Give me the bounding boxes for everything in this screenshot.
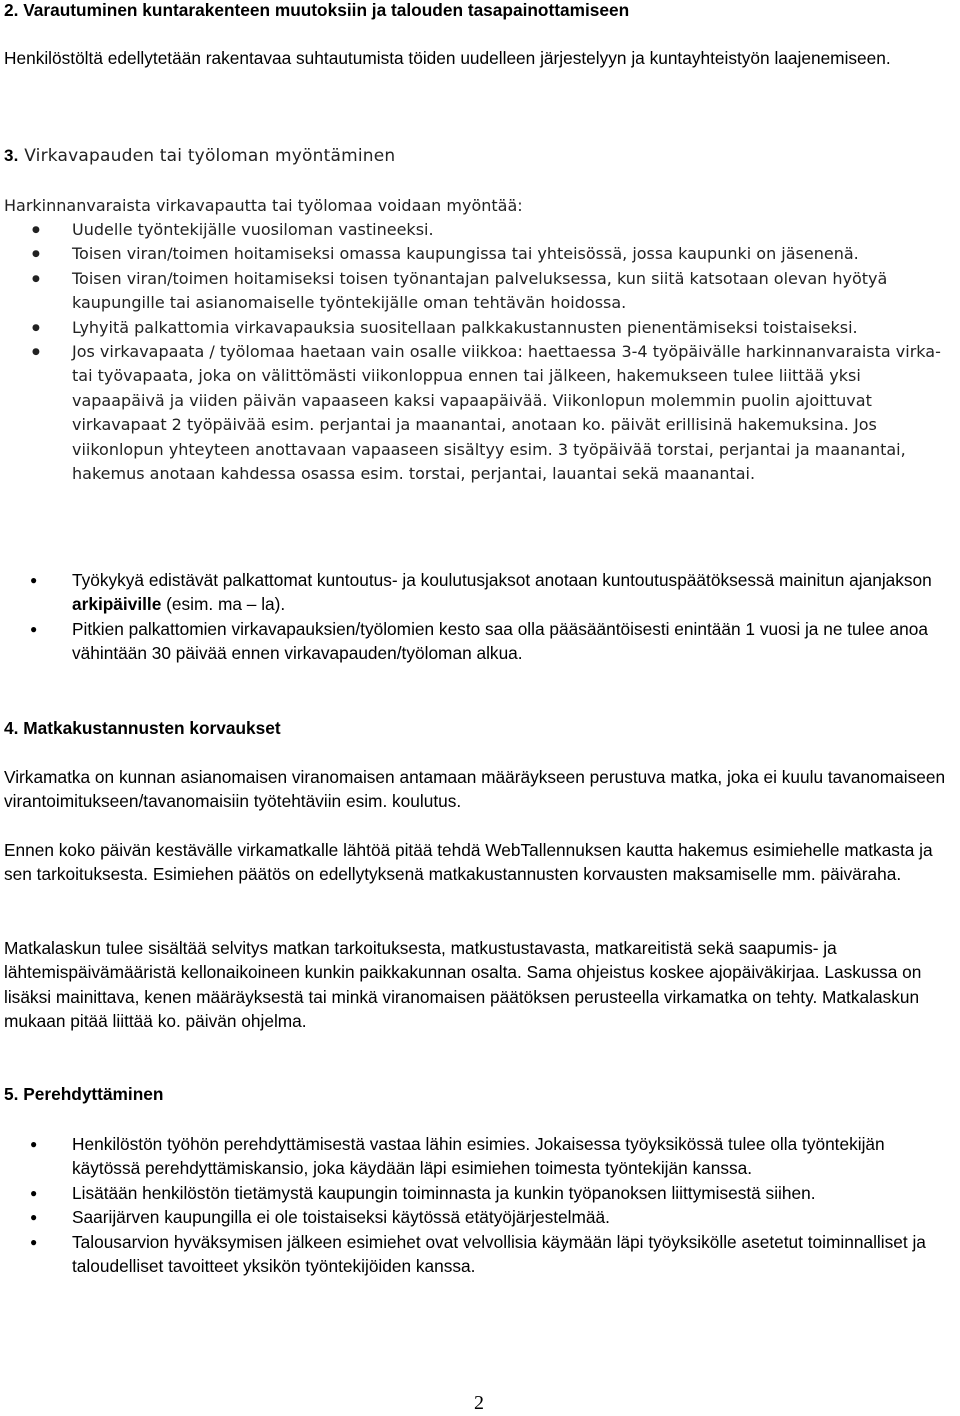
section-4-number: 4. — [4, 718, 19, 738]
section-2-heading: 2. Varautuminen kuntarakenteen muutoksiin ja talouden tasapainottamiseen — [4, 0, 630, 20]
list-item: ● Talousarvion hyväksymisen jälkeen esimiehet ovat velvollisia käymään läpi työyksikölle asetetut toiminnalliset ja taloudelliset tavoitteet yksikön työntekijöiden kanssa. — [4, 1230, 956, 1279]
section-5-title: Perehdyttäminen — [23, 1084, 164, 1104]
list-item: ● Toisen viran/toimen hoitamiseksi toisen työnantajan palveluksessa, kun siitä katsotaan olevan hyötyä kaupungille tai asianomaiselle työntekijälle oman tehtävän hoidossa. — [4, 267, 956, 316]
list-item: ● Saarijärven kaupungilla ei ole toistaiseksi käytössä etätyöjärjestelmää. — [4, 1205, 956, 1229]
section-3-list — [4, 218, 956, 486]
section-4-heading — [4, 716, 956, 740]
item-text: (esim. ma – la). — [161, 594, 286, 615]
section-4-paragraph-3: Matkalaskun tulee sisältää selvitys matkan tarkoituksesta, matkustustavasta, matkareitistä sekä saapumis- ja lähtemispäivämääristä kellonaikoineen kunkin paikkakunnan osalta. Sama ohjeistus koskee ajopäiväkirjaa. Laskussa on lisäksi mainittava, kenen määräyksestä tai minkä viranomaisen päätöksen perusteella virkamatka on tehty. Matkalaskun mukaan pitää liittää ko. päivän ohjelma. — [4, 938, 922, 1032]
section-5-list — [4, 1132, 956, 1278]
item-text: Työkykyä edistävät palkattomat kuntoutus- ja koulutusjaksot anotaan kuntoutuspäätöksessä mainitun ajanjakson — [72, 570, 932, 590]
section-3-intro: Harkinnanvaraista virkavapautta tai työlomaa voidaan myöntää: — [4, 196, 523, 215]
list-item: ● Toisen viran/toimen hoitamiseksi omassa kaupungissa tai yhteisössä, jossa kaupunki on jäsenenä. — [4, 242, 956, 266]
section-4-title: Matkakustannusten korvaukset — [23, 718, 281, 738]
list-item: ● Lisätään henkilöstön tietämystä kaupungin toiminnasta ja kunkin työpanoksen liittymisestä siihen. — [4, 1181, 956, 1205]
list-item: ● Lyhyitä palkattomia virkavapauksia suositellaan palkkakustannusten pienentämiseksi toistaiseksi. — [4, 316, 956, 340]
list-item: ● Pitkien palkattomien virkavapauksien/työlomien kesto saa olla pääsääntöisesti enintään 1 vuosi ja ne tulee anoa vähintään 30 päivää ennen virkavapauden/työloman alkua. — [4, 617, 956, 666]
section-4-paragraph-2: Ennen koko päivän kestävälle virkamatkalle lähtöä pitää tehdä WebTallennuksen kautta hakemus esimiehelle matkasta ja sen tarkoituksesta. Esimiehen päätös on edellytyksenä matkakustannusten korvausten maksamiselle mm. päiväraha. — [4, 840, 933, 885]
section-3-title: Virkavapauden tai työloman myöntäminen — [24, 146, 396, 166]
section-4-paragraph-1: Virkamatka on kunnan asianomaisen viranomaisen antamaan määräykseen perustuva matka, joka ei kuulu tavanomaiseen virantoimitukseen/tavanomaisiin työtehtäviin esim. koulutus. — [4, 767, 946, 812]
section-3-number: 3. — [4, 146, 19, 165]
section-5-number: 5. — [4, 1084, 19, 1104]
list-item: ● Henkilöstön työhön perehdyttämisestä vastaa lähin esimies. Jokaisessa työyksikössä tulee olla työntekijän käytössä perehdyttämiskansio, joka käydään läpi esimiehen toimesta työntekijän kanssa. — [4, 1132, 956, 1181]
list-item: ● Jos virkavapaata / työlomaa haetaan vain osalle viikkoa: haettaessa 3-4 työpäivälle harkinnanvaraista virka- tai työvapaata, joka on välittömästi viikonloppua ennen tai jälkeen, hakemukseen tulee liittää yksi vapaapäivä ja viiden päivän vapaaseen kaksi vapaapäivää. Viikonlopun molemmin puolin ajoittuvat virkavapaat 2 työpäivää esim. perjantai ja maanantai, anotaan ko. päivät erillisinä hakemuksina. Jos viikonlopun yhteyteen anottavaan vapaaseen sisältyy esim. 3 työpäivää torstai, perjantai ja maanantai, hakemus anotaan kahdessa osassa esim. torstai, perjantai, lauantai sekä maanantai. — [4, 340, 956, 486]
page-number: 2 — [474, 1392, 484, 1414]
item-bold-text: arkipäiville — [72, 594, 162, 615]
section-2-paragraph: Henkilöstöltä edellytetään rakentavaa suhtautumista töiden uudelleen järjestelyyn ja kuntayhteistyön laajenemiseen. — [4, 48, 891, 68]
section-5-heading — [4, 1082, 956, 1106]
section-3-list-b — [4, 568, 956, 666]
list-item-arkipaiville — [4, 568, 956, 617]
section-3-heading — [4, 144, 956, 168]
list-item: ● Uudelle työntekijälle vuosiloman vastineeksi. — [4, 218, 956, 242]
